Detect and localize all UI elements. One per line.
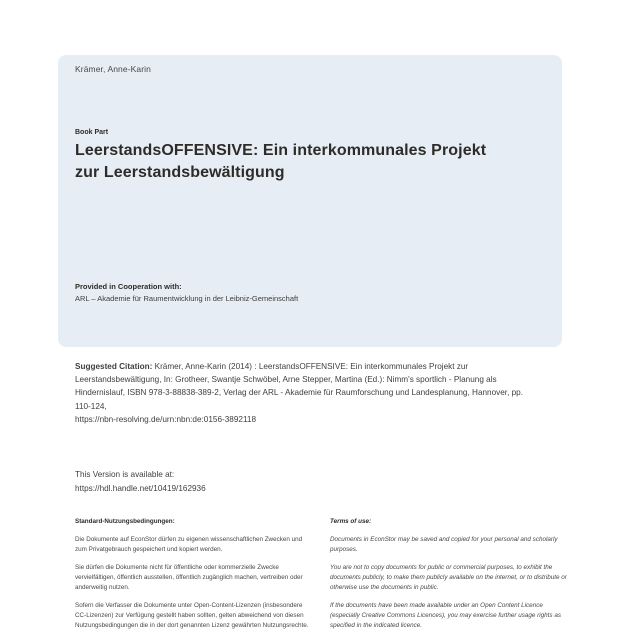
suggested-citation-block [75, 360, 533, 426]
document-title: LeerstandsOFFENSIVE: Ein interkommunales Projekt zur Leerstandsbewältigung [75, 142, 487, 181]
terms-german-paragraph: Sofern die Verfasser die Dokumente unter Open-Content-Lizenzen (insbesondere CC-Lizenzen) zur Verfügung gestellt haben sollten, gelten abweichend von diesen Nutzungsbedingungen die in der dort genannten Lizenz gewährten Nutzungsrechte. [75, 602, 309, 629]
terms-english-heading: Terms of use: [330, 518, 372, 525]
cooperation-institution: ARL – Akademie für Raumentwicklung in der Leibniz-Gemeinschaft [75, 294, 299, 303]
version-label: This Version is available at: [75, 470, 175, 479]
handle-link[interactable]: https://hdl.handle.net/10419/162936 [75, 483, 206, 493]
terms-german-paragraph: Die Dokumente auf EconStor dürfen zu eigenen wissenschaftlichen Zwecken und zum Privatgebrauch gespeichert und kopiert werden. [75, 536, 303, 553]
author-name: Krämer, Anne-Karin [75, 64, 151, 74]
suggested-citation-text: Krämer, Anne-Karin (2014) : LeerstandsOFFENSIVE: Ein interkommunales Projekt zur Leerstandsbewältigung, In: Grotheer, Swantje Schwöbel, Arne Stepper, Martina (Ed.): Nimm's sportlich - Planung als Hindernislauf, ISBN 978-3-88838-389-2, Verlag der ARL - Akademie für Raumforschung und Landesplanung, Hannover, pp. 110-124, [75, 362, 524, 411]
terms-english-paragraph: You are not to copy documents for public or commercial purposes, to exhibit the documents publicly, to make them publicly available on the internet, or to distribute or otherwise use the documents in public. [330, 564, 567, 591]
cooperation-block [75, 281, 535, 305]
terms-german-heading: Standard-Nutzungsbedingungen: [75, 518, 175, 525]
title-panel [58, 55, 562, 347]
cooperation-label: Provided in Cooperation with: [75, 282, 182, 291]
terms-english-paragraph: If the documents have been made available under an Open Content Licence (especially Creative Commons Licences), you may exercise further usage rights as specified in the indicated licence. [330, 602, 561, 629]
terms-english-column [330, 517, 567, 639]
suggested-citation-label: Suggested Citation: [75, 362, 153, 371]
version-block [75, 468, 375, 495]
terms-german-paragraph: Sie dürfen die Dokumente nicht für öffentliche oder kommerzielle Zwecke vervielfältigen, öffentlich ausstellen, öffentlich zugänglich machen, vertreiben oder anderweitig nutzen. [75, 564, 303, 591]
terms-german-column [75, 517, 312, 639]
publication-type-label: Book Part [75, 129, 109, 136]
terms-english-paragraph: Documents in EconStor may be saved and copied for your personal and scholarly purposes. [330, 536, 558, 553]
citation-resolver-link[interactable]: https://nbn-resolving.de/urn:nbn:de:0156-3892118 [75, 414, 257, 424]
